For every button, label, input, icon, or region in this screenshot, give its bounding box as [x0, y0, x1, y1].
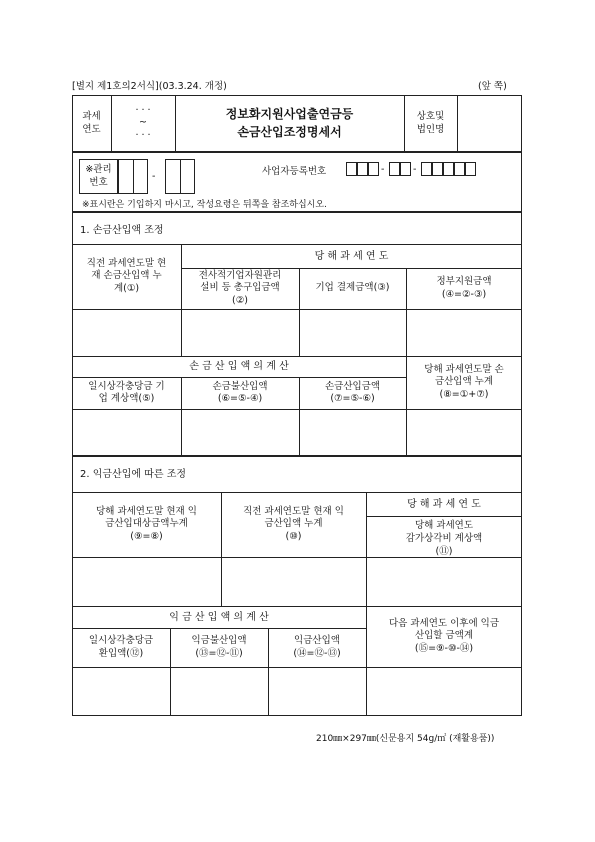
- company-name-label: 상호및 법인명: [416, 111, 445, 135]
- deduction-calc-header: 손 금 산 입 액 의 계 산: [189, 361, 289, 372]
- tax-year-label: 과세 연도: [82, 111, 101, 135]
- col15-input[interactable]: [367, 668, 521, 715]
- tax-year-period: · · · ~ · · ·: [135, 104, 151, 141]
- section2-current-year-header: 당 해 과 세 연 도: [407, 498, 481, 510]
- col12-reversal-header: 일시상각충당금 환입액(⑫): [88, 635, 154, 659]
- paper-specification: 210㎜×297㎜(신문용지 54g/㎡ (재활용품)): [316, 734, 495, 744]
- col13-input[interactable]: [171, 668, 267, 715]
- col7-deductible-header: 손금산입금액 (⑦=⑤-⑥): [324, 380, 381, 404]
- col2-input[interactable]: [182, 310, 298, 355]
- col3-company-payment-header: 기업 결제금액(③): [315, 282, 390, 294]
- section1-current-year-header: 당 해 과 세 연 도: [314, 250, 389, 262]
- col11-input[interactable]: [367, 558, 521, 605]
- col5-temporary-depreciation-header: 일시상각충당금 기 업 계상액(⑤): [88, 380, 165, 404]
- col4-input[interactable]: [407, 310, 521, 355]
- col12-input[interactable]: [73, 668, 169, 715]
- page-side-label: (앞 쪽): [478, 81, 507, 92]
- col6-input[interactable]: [182, 410, 298, 455]
- col5-input[interactable]: [73, 410, 180, 455]
- col10-prior-inclusion-header: 직전 과세연도말 현재 익 금산입액 누계 (⑩): [243, 505, 344, 542]
- inclusion-calc-header: 익 금 산 입 액 의 계 산: [169, 611, 269, 623]
- col7-input[interactable]: [300, 410, 405, 455]
- col2-total-purchase-header: 전사적기업자원관리 설비 등 총구입금액 (②): [198, 269, 282, 306]
- col1-input[interactable]: [73, 310, 180, 355]
- col15-future-inclusion-header: 다음 과세연도 이후에 익금 산입할 금액계 (⑮=⑨-⑩-⑭): [388, 617, 499, 654]
- col11-depreciation-header: 당해 과세연도 감가상각비 계상액 (⑪): [405, 520, 483, 556]
- col13-non-inclusion-header: 익금불산입액 (⑬=⑫-⑪): [191, 635, 247, 659]
- col14-input[interactable]: [269, 668, 365, 715]
- management-dash: -: [152, 171, 156, 182]
- col8-input[interactable]: [407, 410, 521, 455]
- col3-input[interactable]: [300, 310, 405, 355]
- col9-target-cumulative-header: 당해 과세연도말 현재 익 금산입대상금액누계 (⑨=⑧): [96, 505, 197, 542]
- col10-input[interactable]: [222, 558, 365, 605]
- form-reference: [별지 제1호의2서식](03.3.24. 개정): [72, 81, 227, 92]
- instruction-notice: ※표시란은 기입하지 마시고, 작성요령은 뒤쪽을 참조하십시오.: [82, 200, 327, 210]
- form-title: 정보화지원사업출연금등 손금산입조정명세서: [225, 107, 354, 139]
- section2-title: 2. 익금산입에 따른 조정: [80, 469, 187, 480]
- col6-non-deductible-header: 손금불산입액 (⑥=⑤-④): [212, 380, 268, 404]
- registration-dash-1: -: [381, 164, 385, 175]
- business-registration-label: 사업자등록번호: [262, 166, 327, 177]
- col14-inclusion-header: 익금산입액 (⑭=⑫-⑬): [293, 635, 341, 659]
- col8-current-cumulative-header: 당해 과세연도말 손 금산입액 누계 (⑧=①+⑦): [424, 363, 504, 400]
- company-name-field[interactable]: [458, 96, 521, 151]
- management-number-label: ※관리 번호: [85, 164, 112, 188]
- col4-government-support-header: 정부지원금액 (④=②-③): [436, 276, 492, 300]
- col1-prior-cumulative-header: 직전 과세연도말 현 재 손금산입액 누 계(①): [86, 257, 167, 294]
- col9-input[interactable]: [73, 558, 220, 605]
- registration-dash-2: -: [413, 164, 417, 175]
- section1-title: 1. 손금산입액 조정: [80, 225, 164, 236]
